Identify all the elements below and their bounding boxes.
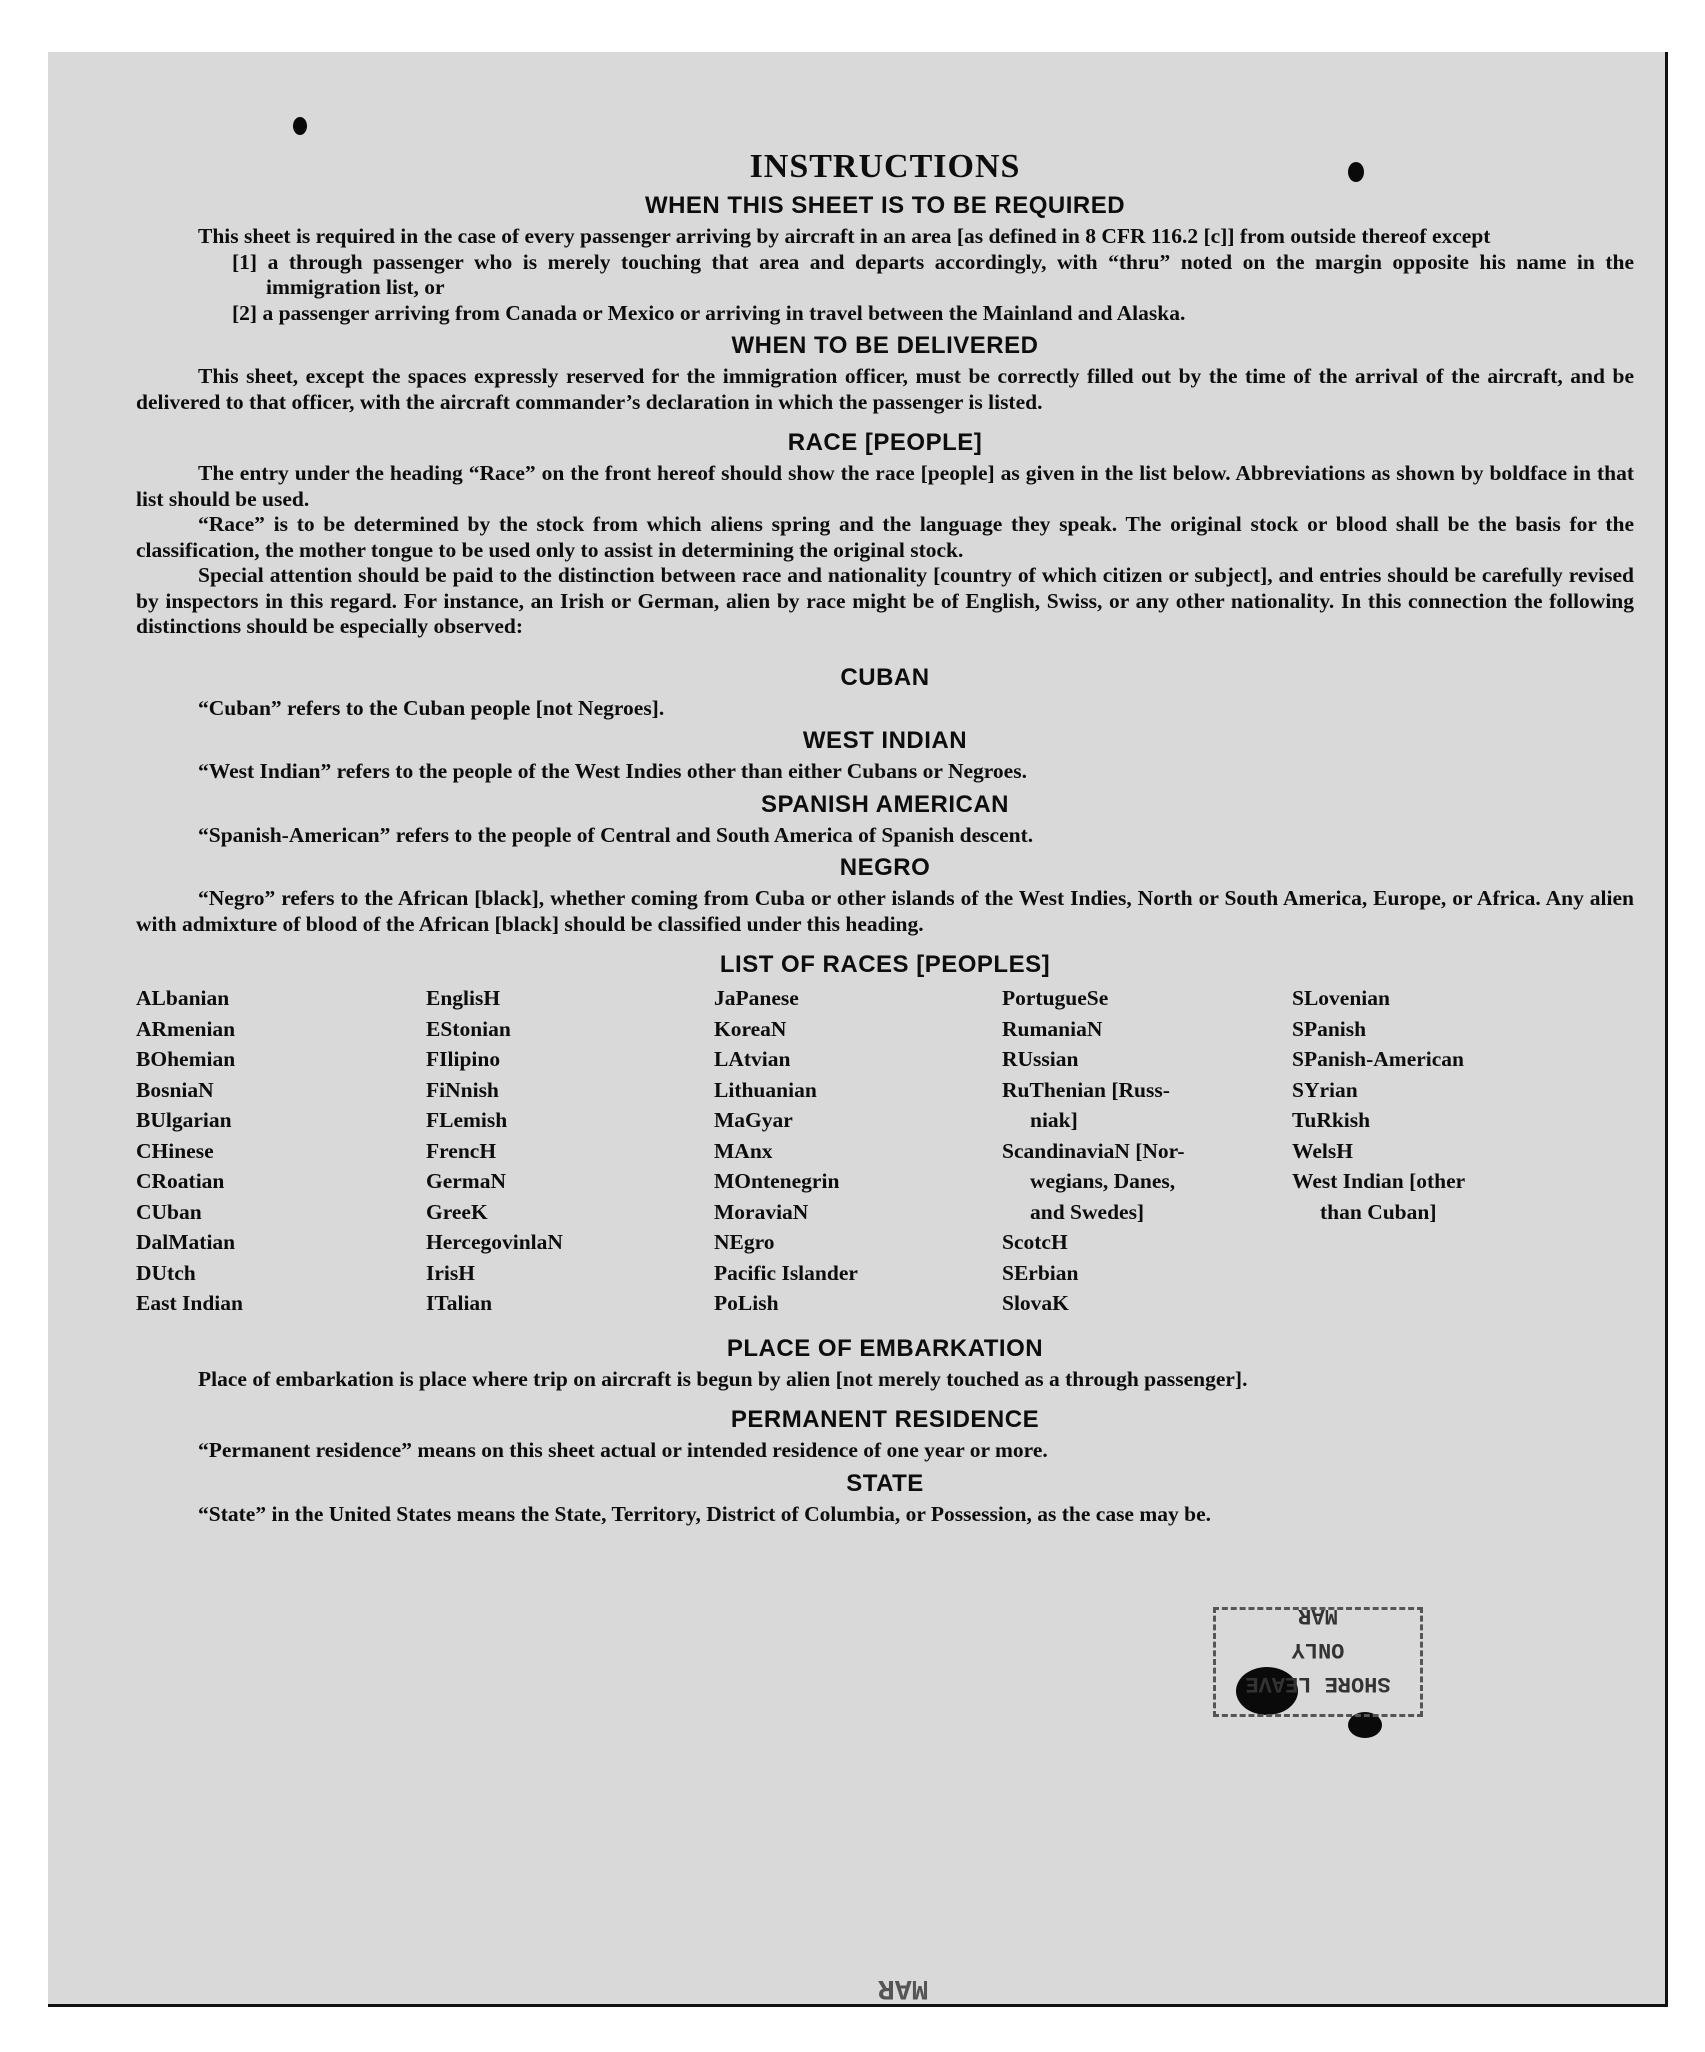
heading-state: STATE: [846, 1469, 924, 1497]
spanish-american-text: “Spanish-American” refers to the people of Central and South America of Spanish descent.: [198, 822, 1034, 847]
date-stamp: MAR: [878, 1972, 929, 2003]
race-item: BosniaN: [136, 1077, 214, 1102]
race-item: RUssian: [1002, 1047, 1079, 1071]
race-item: BUlgarian: [136, 1108, 232, 1132]
race-item: MOntenegrin: [714, 1169, 840, 1193]
instructions-content: [136, 148, 1634, 1527]
race-item: Lithuanian: [714, 1077, 817, 1102]
race-item: EnglisH: [426, 986, 501, 1010]
race-item: CRoatian: [136, 1169, 225, 1193]
race-item: SYrian: [1292, 1077, 1358, 1102]
race-item: BOhemian: [136, 1047, 236, 1071]
races-list: [136, 983, 1634, 1319]
when-required-intro: This sheet is required in the case of every passenger arriving by aircraft in an area [as defined in 8 CFR 116.2 [c]] from outside thereof except: [198, 224, 1491, 248]
race-item: MaGyar: [714, 1108, 793, 1132]
race-item: Pacific Islander: [714, 1260, 858, 1285]
race-item: RumaniaN: [1002, 1016, 1103, 1041]
heading-permanent-residence: PERMANENT RESIDENCE: [730, 1406, 1040, 1433]
heading-cuban: CUBAN: [840, 663, 930, 691]
races-column-1: [136, 983, 426, 1319]
race-item: FrencH: [426, 1138, 497, 1163]
race-item: and Swedes]: [1030, 1199, 1145, 1224]
heading-west-indian: WEST INDIAN: [802, 727, 968, 754]
stamp-line-2: MAR: [1298, 1603, 1338, 1628]
when-required-item-1: [1] a through passenger who is merely touching that area and departs accordingly, with “thru” noted on the margin opposite his name in the immigration list, or: [232, 249, 1634, 299]
embarkation-text: Place of embarkation is place where trip on aircraft is begun by alien [not merely touched as a through passenger].: [198, 1366, 1248, 1391]
stamp-line-1: SHORE LEAVE ONLY: [1245, 1637, 1391, 1696]
heading-negro: NEGRO: [839, 854, 931, 881]
races-column-2: [426, 983, 714, 1319]
race-item: SLovenian: [1292, 986, 1390, 1010]
races-column-5: [1292, 983, 1592, 1319]
ink-blot: [293, 117, 307, 135]
race-item: ALbanian: [136, 986, 230, 1010]
race-item: FIlipino: [426, 1047, 501, 1071]
race-item: CHinese: [136, 1138, 214, 1163]
negro-text: “Negro” refers to the African [black], whether coming from Cuba or other islands of the West Indies, North or South America, Europe, or Africa. Any alien with admixture of blood of the African [black] should be classified under this heading.: [136, 886, 1634, 936]
race-item: East Indian: [136, 1291, 243, 1315]
race-item: ScandinaviaN [Nor-: [1002, 1138, 1185, 1163]
race-item: GreeK: [426, 1199, 488, 1224]
race-item: SPanish-American: [1292, 1047, 1464, 1071]
race-item: EStonian: [426, 1016, 511, 1041]
race-paragraph-2: “Race” is to be determined by the stock from which aliens spring and the language they speak. The original stock or blood shall be the basis for the classification, the mother tongue to be used only to assist in determining the original stock.: [136, 512, 1634, 562]
race-item: FLemish: [426, 1108, 508, 1132]
race-paragraph-3: Special attention should be paid to the distinction between race and nationality [country of which citizen or subject], and entries should be carefully revised by inspectors in this regard. For instance, an Irish or German, alien by race might be of English, Swiss, or any other nationality. In this connection the following distinctions should be especially observed:: [136, 563, 1634, 638]
cuban-text: “Cuban” refers to the Cuban people [not Negroes].: [198, 695, 665, 720]
heading-when-required: WHEN THIS SHEET IS TO BE REQUIRED: [644, 192, 1126, 219]
races-column-4: [1002, 983, 1292, 1319]
race-item: ScotcH: [1002, 1230, 1068, 1254]
race-item: ARmenian: [136, 1016, 236, 1041]
race-item: SlovaK: [1002, 1291, 1069, 1315]
race-item: WelsH: [1292, 1138, 1353, 1163]
race-item: than Cuban]: [1320, 1199, 1437, 1224]
race-item: KoreaN: [714, 1016, 787, 1041]
race-item: SPanish: [1292, 1016, 1367, 1041]
when-delivered-text: This sheet, except the spaces expressly reserved for the immigration officer, must be correctly filled out by the time of the arrival of the aircraft, and be delivered to that officer, with the aircraft commander’s declaration in which the passenger is listed.: [136, 364, 1634, 414]
document-page: [48, 52, 1668, 2007]
race-item: MoraviaN: [714, 1199, 809, 1224]
race-item: GermaN: [426, 1169, 506, 1193]
state-text: “State” in the United States means the State, Territory, District of Columbia, or Possession, as the case may be.: [198, 1501, 1212, 1526]
heading-when-delivered: WHEN TO BE DELIVERED: [731, 332, 1039, 359]
race-item: DalMatian: [136, 1230, 236, 1254]
race-item: DUtch: [136, 1260, 196, 1285]
race-item: JaPanese: [714, 986, 799, 1010]
race-item: NEgro: [714, 1230, 775, 1254]
race-item: CUban: [136, 1199, 202, 1224]
race-item: TuRkish: [1292, 1108, 1371, 1132]
when-required-item-2: [2] a passenger arriving from Canada or Mexico or arriving in travel between the Mainland and Alaska.: [232, 300, 1186, 325]
race-item: IrisH: [426, 1260, 475, 1285]
immigration-stamp: [1213, 1603, 1423, 1717]
heading-embarkation: PLACE OF EMBARKATION: [726, 1334, 1044, 1362]
race-item: MAnx: [714, 1138, 773, 1163]
race-item: wegians, Danes,: [1030, 1169, 1176, 1193]
race-item: SErbian: [1002, 1260, 1079, 1285]
heading-list-of-races: LIST OF RACES [PEOPLES]: [719, 951, 1051, 978]
race-item: RuThenian [Russ-: [1002, 1077, 1170, 1102]
heading-race: RACE [PEOPLE]: [787, 429, 983, 456]
permanent-residence-text: “Permanent residence” means on this sheet actual or intended residence of one year or more.: [198, 1438, 1048, 1462]
race-item: FiNnish: [426, 1077, 499, 1102]
race-item: LAtvian: [714, 1047, 791, 1071]
race-item: West Indian [other: [1292, 1169, 1466, 1193]
race-item: ITalian: [426, 1291, 493, 1315]
race-item: HercegovinlaN: [426, 1230, 563, 1254]
race-paragraph-1: The entry under the heading “Race” on the front hereof should show the race [people] as given in the list below. Abbreviations as shown by boldface in that list should be used.: [136, 461, 1634, 511]
west-indian-text: “West Indian” refers to the people of the West Indies other than either Cubans or Negroes.: [198, 759, 1027, 783]
page-title: INSTRUCTIONS: [749, 148, 1021, 185]
race-item: PortugueSe: [1002, 986, 1109, 1010]
races-column-3: [714, 983, 1002, 1319]
heading-spanish-american: SPANISH AMERICAN: [760, 790, 1009, 818]
race-item: PoLish: [714, 1291, 779, 1315]
race-item: niak]: [1030, 1108, 1078, 1132]
